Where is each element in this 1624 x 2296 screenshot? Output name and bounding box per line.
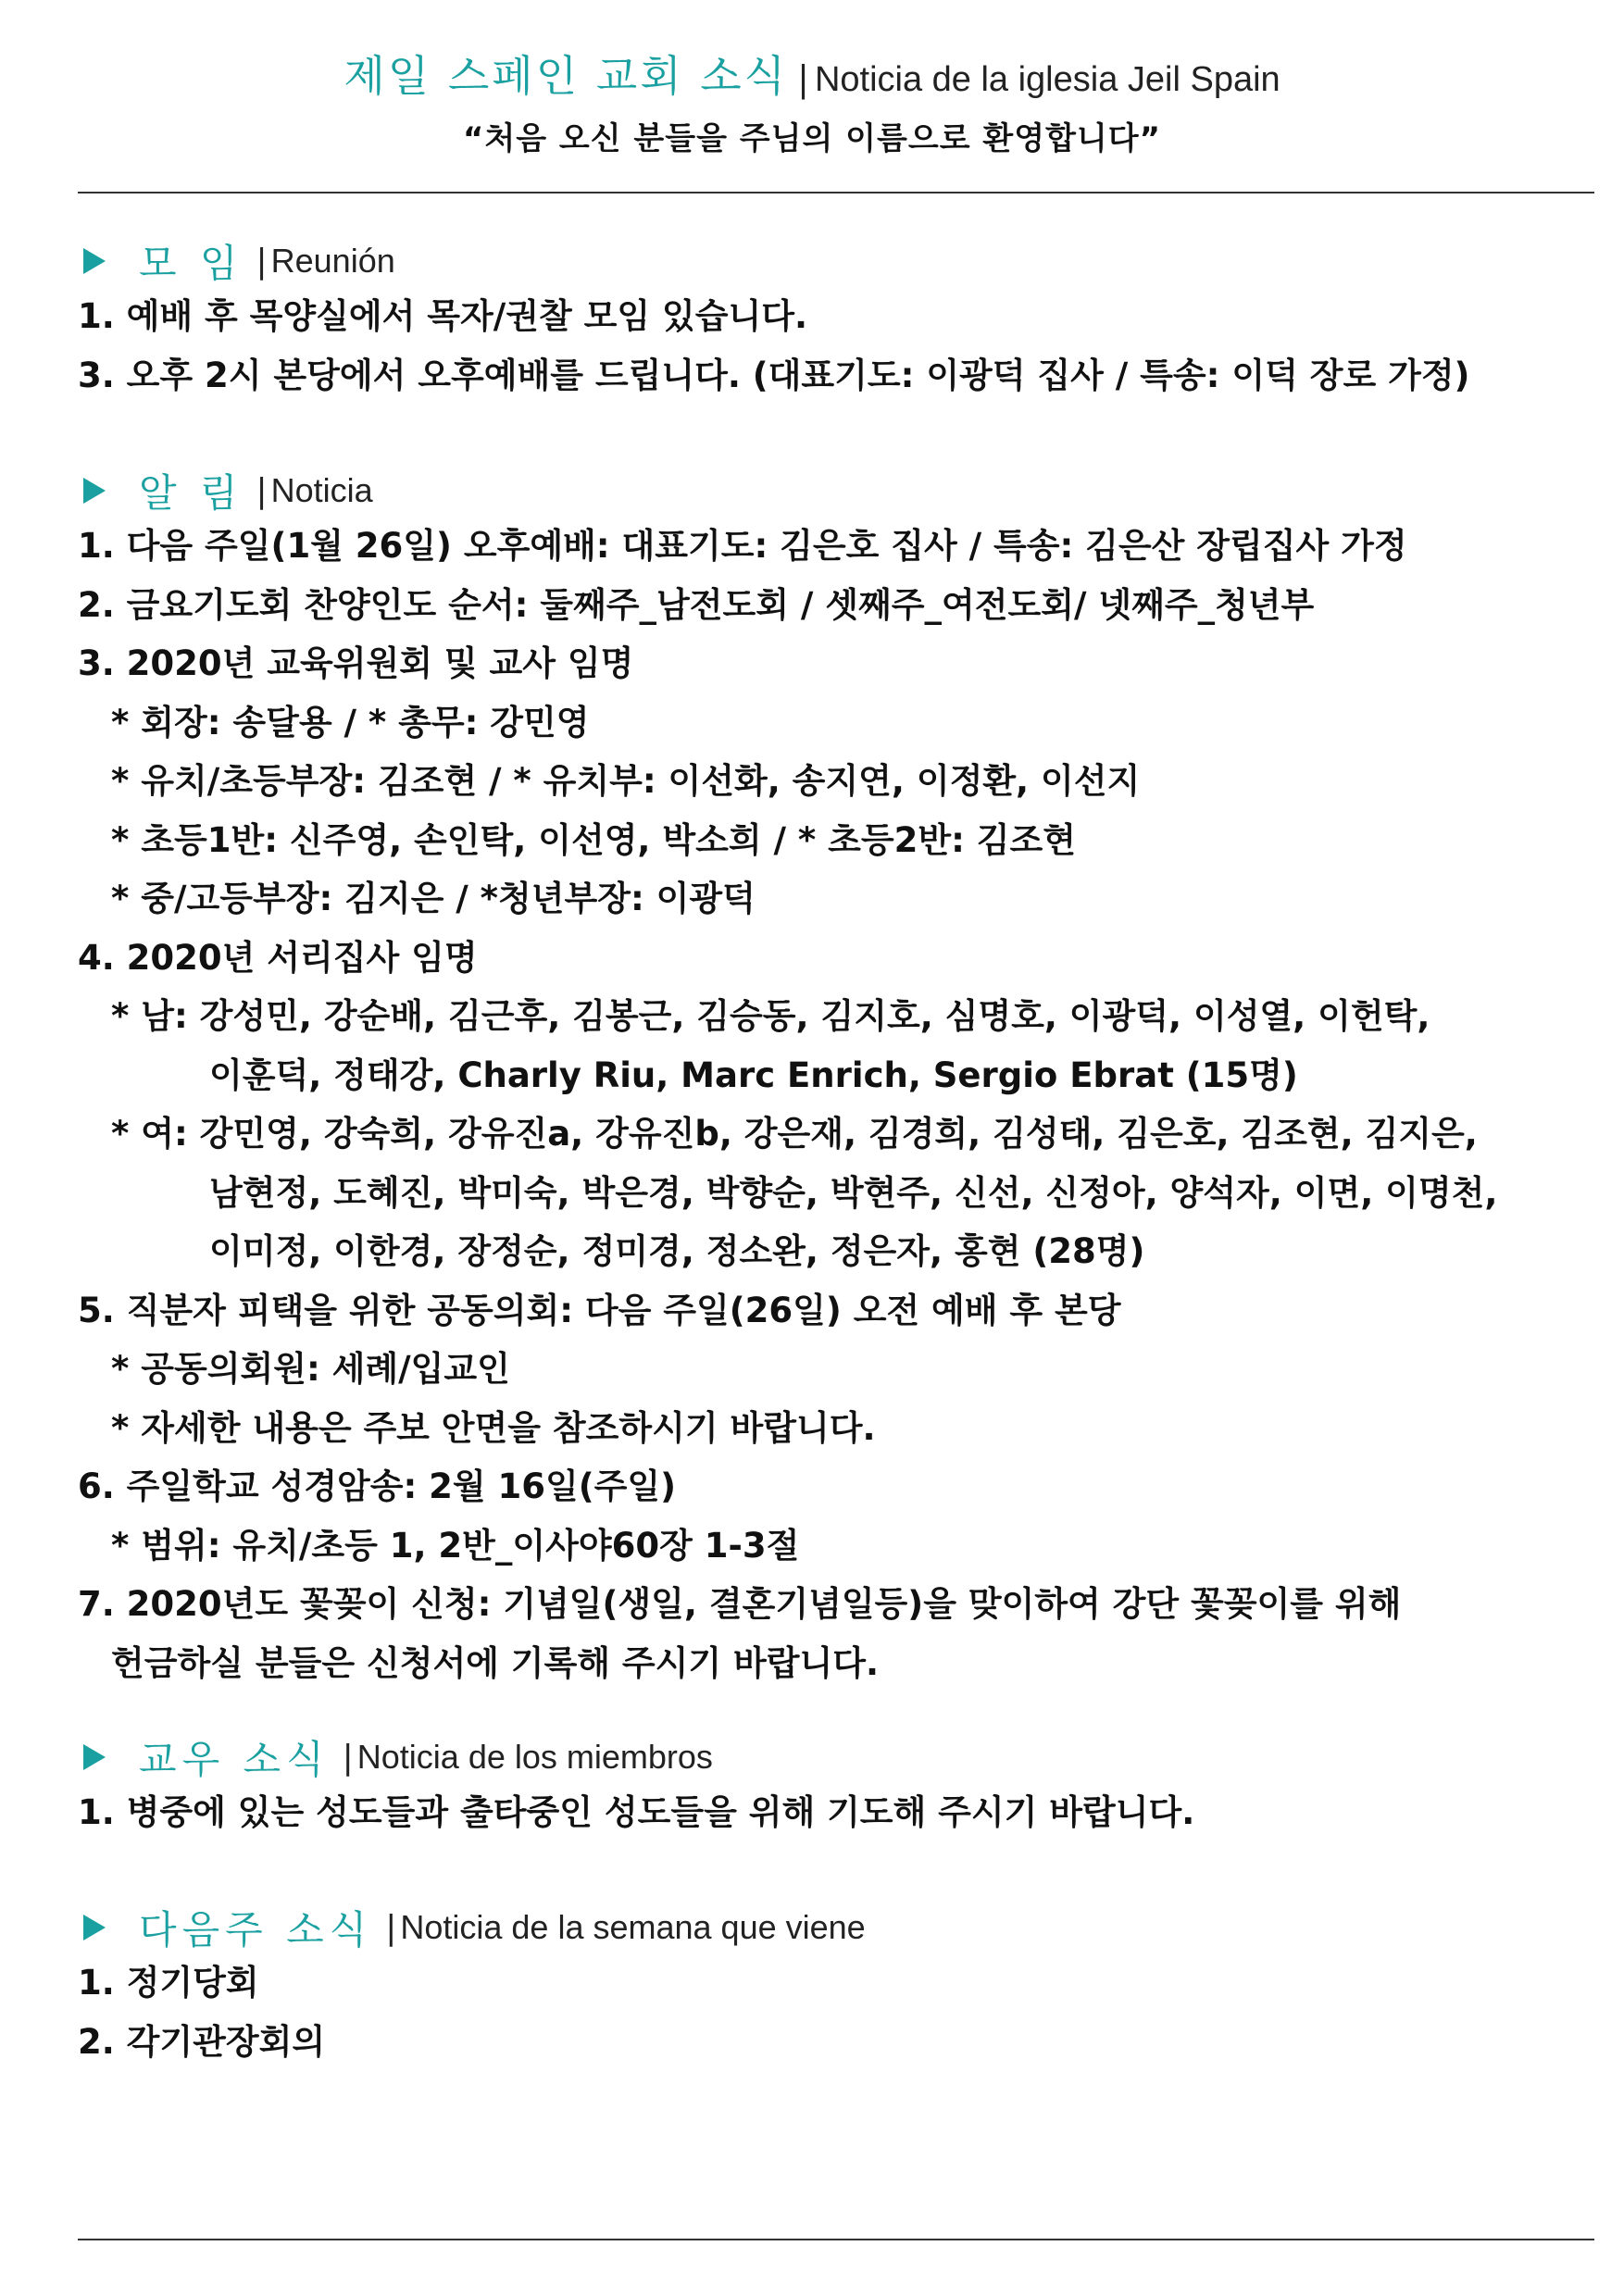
title-separator: | <box>797 58 809 99</box>
list-item: 3. 2020년 교육위원회 및 교사 임명 <box>78 643 634 683</box>
list-item: 6. 주일학교 성경암송: 2월 16일(주일) <box>78 1466 677 1506</box>
section-title-korean: 모 임 <box>139 241 244 286</box>
header-title-row <box>0 51 1624 102</box>
list-subitem: * 공동의회원: 세례/입교인 <box>111 1349 510 1389</box>
triangle-right-icon <box>83 1915 106 1940</box>
list-subitem: * 유치/초등부장: 김조현 / * 유치부: 이선화, 송지연, 이정환, 이선지 <box>111 761 1141 801</box>
section-title-korean: 다음주 소식 <box>139 1907 373 1953</box>
footer-divider <box>78 2239 1594 2240</box>
list-item: 5. 직분자 피택을 위한 공동의회: 다음 주일(26일) 오전 예배 후 본당 <box>78 1290 1121 1330</box>
page-title-korean: 제일 스페인 교회 소식 <box>344 51 789 101</box>
list-subitem: * 중/고등부장: 김지은 / *청년부장: 이광덕 <box>111 879 756 918</box>
section-title-spanish: Noticia de la semana que viene <box>400 1908 866 1946</box>
section-miembros <box>78 1731 1587 1842</box>
triangle-right-icon <box>83 478 106 504</box>
triangle-right-icon <box>83 248 106 274</box>
list-item: 1. 정기당회 <box>78 1963 259 2003</box>
section-separator: | <box>342 1738 354 1777</box>
section-item-list <box>78 1953 1587 2071</box>
list-subitem: * 여: 강민영, 강숙희, 강유진a, 강유진b, 강은재, 김경희, 김성태, 김은호, 김조현, 김지은, <box>111 1114 1478 1154</box>
section-noticia <box>78 465 1587 1692</box>
section-heading <box>78 465 1587 517</box>
list-item: 7. 2020년도 꽃꽂이 신청: 기념일(생일, 결혼기념일등)을 맞이하여 강단 꽃꽂이를 위해 <box>78 1584 1402 1624</box>
section-separator: | <box>256 242 268 281</box>
section-semana <box>78 1902 1587 2071</box>
section-title-korean: 알 림 <box>139 470 244 516</box>
welcome-subtitle: “처음 오신 분들을 주님의 이름으로 환영합니다” <box>463 120 1161 158</box>
page-title-spanish: Noticia de la iglesia Jeil Spain <box>814 60 1280 99</box>
section-item-list <box>78 517 1587 1692</box>
section-title-korean: 교우 소식 <box>139 1737 330 1782</box>
header-divider <box>78 192 1594 193</box>
section-heading <box>78 1731 1587 1783</box>
list-item: 1. 예배 후 목양실에서 목자/권찰 모임 있습니다. <box>78 296 808 336</box>
list-subitem: * 초등1반: 신주영, 손인탁, 이선영, 박소희 / * 초등2반: 김조현 <box>111 819 1076 860</box>
triangle-right-icon <box>83 1744 106 1770</box>
section-item-list <box>78 287 1587 405</box>
list-continuation: 이훈덕, 정태강, Charly Riu, Marc Enrich, Sergio Ebrat (15명) <box>209 1054 1298 1095</box>
list-subitem: * 회장: 송달용 / * 총무: 강민영 <box>111 702 590 742</box>
section-reunion <box>78 235 1587 405</box>
section-title-spanish: Noticia <box>270 471 373 509</box>
list-subitem: * 남: 강성민, 강순배, 김근후, 김봉근, 김승동, 김지호, 심명호, 이광덕, 이성열, 이헌탁, <box>111 996 1430 1036</box>
section-item-list <box>78 1783 1587 1842</box>
section-heading <box>78 235 1587 287</box>
list-subitem: * 자세한 내용은 주보 안면을 참조하시기 바랍니다. <box>111 1407 876 1448</box>
section-title-spanish: Noticia de los miembros <box>356 1738 713 1776</box>
list-subitem: * 범위: 유치/초등 1, 2반_이사야60장 1-3절 <box>111 1525 800 1566</box>
list-item: 2. 각기관장회의 <box>78 2021 326 2062</box>
list-item: 2. 금요기도회 찬양인도 순서: 둘째주_남전도회 / 셋째주_여전도회/ 넷째주_청년부 <box>78 584 1315 625</box>
list-continuation: 남현정, 도혜진, 박미숙, 박은경, 박향순, 박현주, 신선, 신정아, 양석자, 이면, 이명천, <box>209 1172 1498 1213</box>
section-heading <box>78 1902 1587 1953</box>
list-item: 1. 다음 주일(1월 26일) 오후예배: 대표기도: 김은호 집사 / 특송: 김은산 장립집사 가정 <box>78 526 1407 566</box>
list-continuation: 헌금하실 분들은 신청서에 기록해 주시기 바랍니다. <box>111 1642 880 1683</box>
page-header <box>0 51 1624 158</box>
section-separator: | <box>256 471 268 510</box>
list-item: 3. 오후 2시 본당에서 오후예배를 드립니다. (대표기도: 이광덕 집사 / 특송: 이덕 장로 가정) <box>78 355 1470 395</box>
section-separator: | <box>385 1908 397 1947</box>
list-item: 1. 병중에 있는 성도들과 출타중인 성도들을 위해 기도해 주시기 바랍니다. <box>78 1792 1195 1832</box>
section-title-spanish: Reunión <box>270 242 395 280</box>
list-item: 4. 2020년 서리집사 임명 <box>78 937 478 978</box>
list-continuation: 이미정, 이한경, 장정순, 정미경, 정소완, 정은자, 홍현 (28명) <box>209 1231 1145 1271</box>
